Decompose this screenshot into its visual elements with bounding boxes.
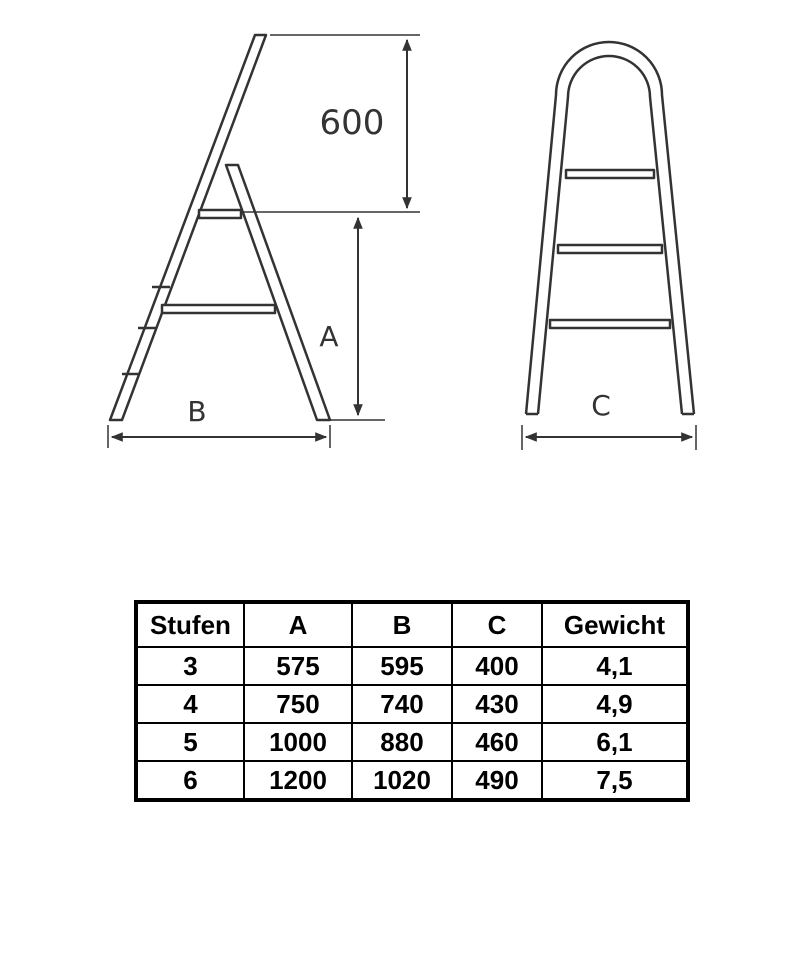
cell-stufen: 6 — [136, 761, 244, 800]
cell-a: 750 — [244, 685, 352, 723]
ladder-diagram — [0, 0, 798, 470]
table-row — [136, 761, 688, 800]
spec-table — [134, 600, 690, 802]
cell-a: 575 — [244, 647, 352, 685]
cell-a: 1000 — [244, 723, 352, 761]
cell-c: 460 — [452, 723, 542, 761]
cell-stufen: 4 — [136, 685, 244, 723]
side-view — [110, 35, 330, 420]
cell-b: 740 — [352, 685, 452, 723]
cell-stufen: 3 — [136, 647, 244, 685]
cell-a: 1200 — [244, 761, 352, 800]
cell-gewicht: 4,9 — [542, 685, 688, 723]
front-step-3 — [550, 320, 670, 328]
header-gewicht: Gewicht — [542, 602, 688, 647]
header-c: C — [452, 602, 542, 647]
label-c: C — [591, 389, 611, 422]
table-row — [136, 723, 688, 761]
side-step-lower — [162, 305, 275, 313]
front-frame-inner — [538, 56, 682, 414]
cell-b: 1020 — [352, 761, 452, 800]
header-a: A — [244, 602, 352, 647]
cell-c: 430 — [452, 685, 542, 723]
front-view — [526, 42, 694, 414]
label-b: B — [187, 395, 207, 428]
front-frame-outer — [526, 42, 694, 414]
table-row — [136, 647, 688, 685]
header-stufen: Stufen — [136, 602, 244, 647]
label-a: A — [319, 320, 339, 353]
side-step-upper — [199, 210, 241, 218]
cell-gewicht: 4,1 — [542, 647, 688, 685]
front-step-2 — [558, 245, 662, 253]
rear-leg — [226, 165, 330, 420]
cell-c: 490 — [452, 761, 542, 800]
front-rail — [110, 35, 266, 420]
cell-c: 400 — [452, 647, 542, 685]
cell-gewicht: 6,1 — [542, 723, 688, 761]
cell-b: 595 — [352, 647, 452, 685]
cell-gewicht: 7,5 — [542, 761, 688, 800]
table-row — [136, 685, 688, 723]
cell-stufen: 5 — [136, 723, 244, 761]
label-600: 600 — [319, 103, 385, 143]
cell-b: 880 — [352, 723, 452, 761]
header-b: B — [352, 602, 452, 647]
table-header-row — [136, 602, 688, 647]
front-step-1 — [566, 170, 654, 178]
